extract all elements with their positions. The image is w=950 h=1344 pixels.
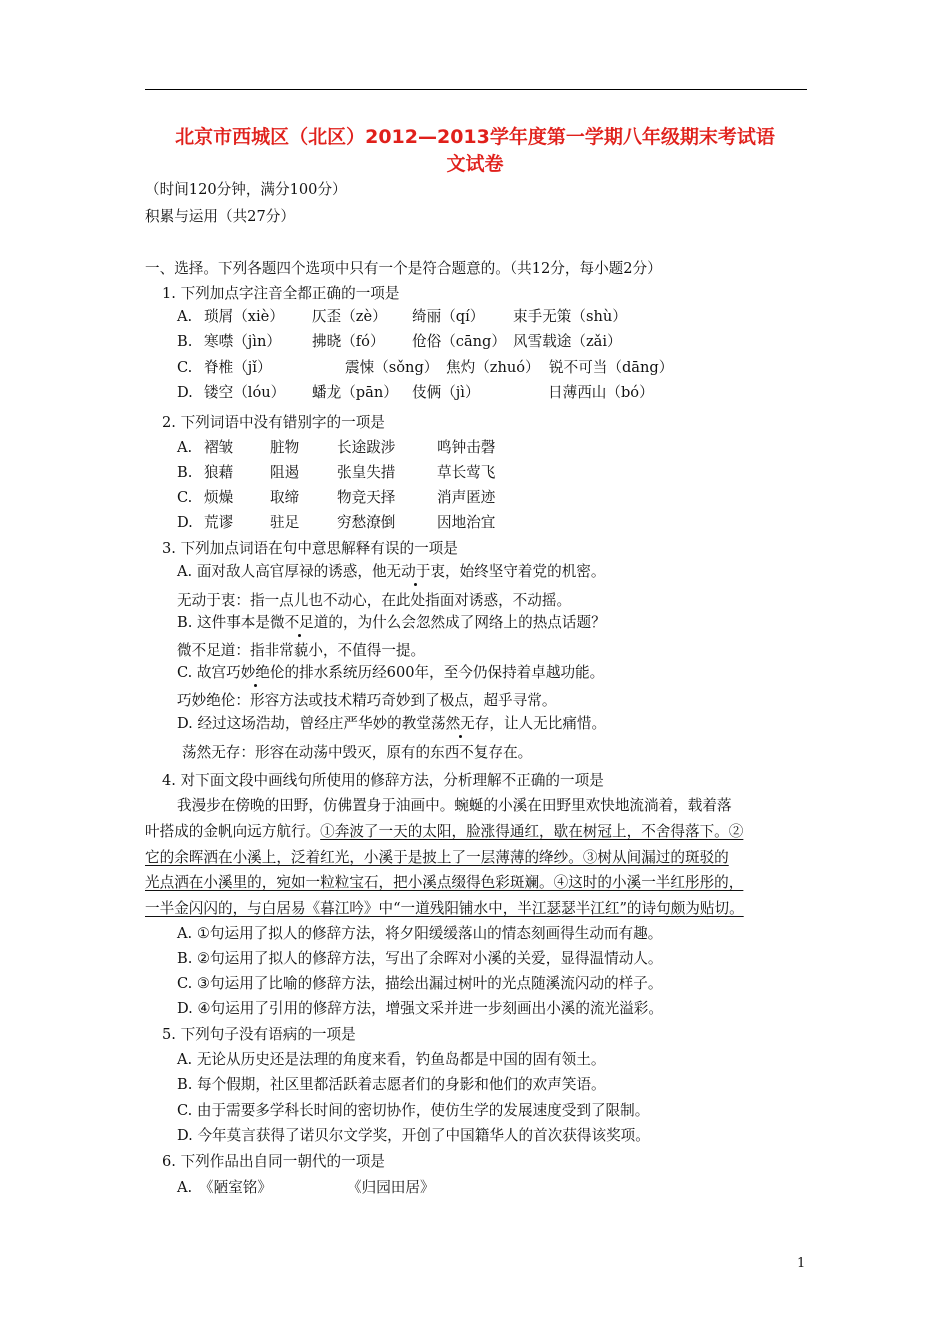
q4-option-b: B. ②句运用了拟人的修辞方法，写出了余晖对小溪的关爱，显得温情动人。 [177, 950, 663, 967]
option-item: 束手无策（shù） [513, 308, 627, 325]
q4-option-a: A. ①句运用了拟人的修辞方法，将夕阳缓缓落山的情态刻画得生动而有趣。 [177, 925, 663, 942]
section-heading: 积累与运用（共27分） [145, 208, 295, 225]
option-label: C. [177, 489, 193, 506]
q2-option-d [177, 513, 737, 533]
option-label: A. [177, 308, 193, 325]
q4-passage-line-2 [145, 822, 743, 842]
q5-stem: 5. 下列句子没有语病的一项是 [162, 1026, 356, 1043]
q5-option-b: B. 每个假期，社区里都活跃着志愿者们的身影和他们的欢声笑语。 [177, 1076, 606, 1093]
q1-stem: 1. 下列加点字注音全都正确的一项是 [162, 285, 400, 302]
dotted-word: 荡然无存 [430, 715, 490, 732]
q4-stem: 4. 对下面文段中画线句所使用的修辞方法，分析理解不正确的一项是 [162, 772, 604, 789]
option-item: 草长莺飞 [437, 464, 496, 481]
q3-c-explanation: 巧妙绝伦：形容方法或技术精巧奇妙到了极点，超乎寻常。 [177, 692, 557, 709]
underlined-sentence: ①奔波了一天的太阳，脸涨得通红，歇在树冠上，不舍得落下。② [320, 823, 744, 840]
q4-passage-line-4: 光点洒在小溪里的，宛如一粒粒宝石，把小溪点缀得色彩斑斓。④这时的小溪一半红彤彤的， [145, 874, 744, 891]
q1-option-c [177, 358, 737, 378]
option-item: 震悚（sǒng） [345, 359, 439, 376]
passage-text: 叶搭成的金帆向远方航行。 [145, 823, 321, 840]
q3-b-explanation: 微不足道：指非常藐小，不值得一提。 [177, 642, 426, 659]
q3-option-b [177, 613, 606, 633]
option-item: 驻足 [270, 514, 300, 531]
q4-passage-line-1: 我漫步在傍晚的田野，仿佛置身于油画中。蜿蜒的小溪在田野里欢快地流淌着，载着落 [177, 797, 732, 814]
exam-meta: （时间120分钟，满分100分） [145, 181, 347, 198]
option-item: 阻遏 [270, 464, 300, 481]
q6-stem: 6. 下列作品出自同一朝代的一项是 [162, 1153, 385, 1170]
q4-passage-line-3: 它的余晖洒在小溪上，泛着红光，小溪于是披上了一层薄薄的绛纱。③树从间漏过的斑驳的 [145, 849, 729, 866]
q3-stem: 3. 下列加点词语在句中意思解释有误的一项是 [162, 540, 458, 557]
option-item: 脏物 [270, 439, 300, 456]
option-item: 琐屑（xiè） [204, 308, 284, 325]
option-item: 焦灼（zhuó） [446, 359, 540, 376]
option-item: 消声匿迹 [437, 489, 496, 506]
sentence-text: 的，为什么会忽然成了网络上的热点话题？ [328, 614, 606, 631]
q4-passage-line-5: 一半金闪闪的，与白居易《暮江吟》中“一道残阳铺水中，半江瑟瑟半江红”的诗句颇为贴切。 [145, 900, 744, 917]
option-item: 伧俗（cāng） [412, 333, 506, 350]
q6-option-a [177, 1178, 577, 1198]
sentence-text: B. 这件事本是 [177, 614, 270, 631]
q3-a-explanation: 无动于衷：指一点儿也不动心，在此处指面对诱惑，不动摇。 [177, 592, 572, 609]
q3-option-d [177, 714, 606, 734]
option-item: 蟠龙（pān） [312, 384, 398, 401]
sentence-text: A. 面对敌人高官厚禄的诱惑，他 [177, 563, 387, 580]
option-item: 张皇失措 [337, 464, 396, 481]
page-number: 1 [797, 1256, 806, 1271]
title-line-2: 文试卷 [446, 153, 504, 175]
option-item: 长途跋涉 [337, 439, 396, 456]
option-item: 褶皱 [204, 439, 234, 456]
dotted-word: 巧妙绝伦 [226, 664, 285, 681]
q3-option-a [177, 562, 605, 582]
option-item: 拂晓（fó） [312, 333, 385, 350]
option-label: D. [177, 384, 193, 401]
option-label: C. [177, 359, 193, 376]
option-item: 仄歪（zè） [312, 308, 387, 325]
option-item: 锐不可当（dāng） [549, 359, 674, 376]
option-item: 荒谬 [204, 514, 234, 531]
title-line-1: 北京市西城区（北区）2012—2013学年度第一学期八年级期末考试语 [175, 126, 775, 148]
option-label: B. [177, 464, 193, 481]
sentence-text: C. 故宫 [177, 664, 227, 681]
option-item: 风雪载途（zǎi） [513, 333, 622, 350]
q2-stem: 2. 下列词语中没有错别字的一项是 [162, 414, 385, 431]
option-item: 狼藉 [204, 464, 234, 481]
sentence-text: 的排水系统历经600年，至今仍保持着卓越功能。 [284, 664, 605, 681]
sentence-text: D. 经过这场浩劫，曾经庄严华妙的教堂 [177, 715, 431, 732]
option-item: 《陋室铭》 [199, 1179, 272, 1196]
q1-option-a [177, 307, 737, 327]
q2-option-b [177, 463, 737, 483]
option-item: 伎俩（jì） [412, 384, 480, 401]
option-label: A. [177, 1179, 193, 1196]
option-item: 《归园田居》 [347, 1179, 435, 1196]
q4-option-c: C. ③句运用了比喻的修辞方法，描绘出漏过树叶的光点随溪流闪动的样子。 [177, 975, 663, 992]
q5-option-c: C. 由于需要多学科长时间的密切协作，使仿生学的发展速度受到了限制。 [177, 1102, 650, 1119]
exam-title [135, 124, 815, 178]
option-label: A. [177, 439, 193, 456]
option-item: 日薄西山（bó） [548, 384, 654, 401]
part-one-instructions: 一、选择。下列各题四个选项中只有一个是符合题意的。（共12分，每小题2分） [145, 260, 662, 277]
q2-option-a [177, 438, 737, 458]
q3-d-explanation: 荡然无存：形容在动荡中毁灭，原有的东西不复存在。 [182, 744, 533, 761]
dotted-word: 无动于衷 [386, 563, 445, 580]
q2-option-c [177, 488, 737, 508]
sentence-text: ，让人无比痛惜。 [489, 715, 607, 732]
q1-option-b [177, 332, 737, 352]
option-item: 脊椎（jǐ） [204, 359, 272, 376]
option-item: 绮丽（qí） [412, 308, 485, 325]
top-rule [145, 89, 807, 90]
q5-option-d: D. 今年莫言获得了诺贝尔文学奖，开创了中国籍华人的首次获得该奖项。 [177, 1127, 650, 1144]
q1-option-d [177, 383, 737, 403]
option-item: 烦燥 [204, 489, 234, 506]
option-item: 物竞天择 [337, 489, 396, 506]
option-item: 取缔 [270, 489, 300, 506]
dotted-word: 微不足道 [269, 614, 329, 631]
option-item: 穷愁潦倒 [337, 514, 396, 531]
option-label: D. [177, 514, 193, 531]
option-item: 寒噤（jìn） [204, 333, 281, 350]
sentence-text: ，始终坚守着党的机密。 [444, 563, 606, 580]
option-item: 鸣钟击磬 [437, 439, 496, 456]
option-item: 镂空（lóu） [204, 384, 286, 401]
q4-option-d: D. ④句运用了引用的修辞方法，增强文采并进一步刻画出小溪的流光溢彩。 [177, 1000, 663, 1017]
q5-option-a: A. 无论从历史还是法理的角度来看，钓鱼岛都是中国的固有领土。 [177, 1051, 606, 1068]
option-item: 因地治宜 [437, 514, 496, 531]
q3-option-c [177, 663, 604, 683]
option-label: B. [177, 333, 193, 350]
